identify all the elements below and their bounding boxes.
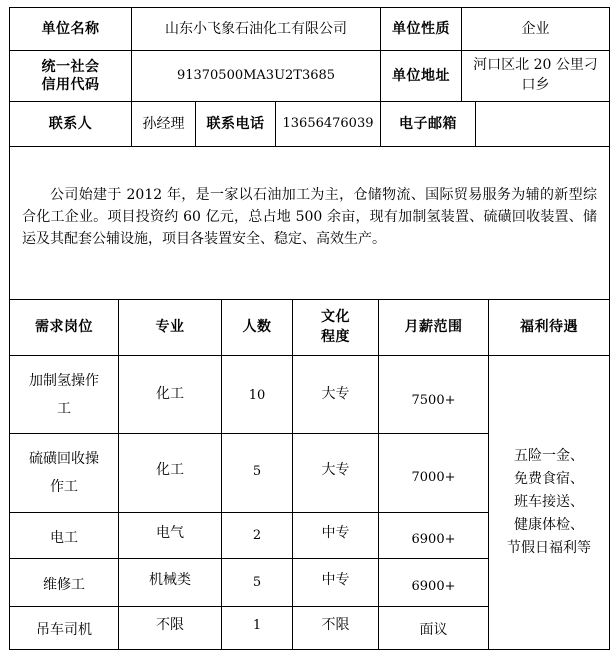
job-major: 化工 [156,386,184,402]
job-position: 维修工 [43,577,85,593]
job-count: 1 [252,618,262,634]
job-count: 5 [252,574,262,590]
company-nature-label: 单位性质 [392,20,450,37]
job-position [10,356,118,433]
job-education: 大专 [321,386,350,402]
job-position: 电工 [50,530,78,546]
job-education: 不限 [321,616,350,633]
header-education-line2: 程度 [321,328,350,345]
credit-code-label-line1: 统一社会 [41,58,100,75]
company-name: 山东小飞象石油化工有限公司 [165,20,347,37]
benefit-line: 节假日福利等 [507,540,591,556]
header-major: 专业 [155,319,185,335]
contact-label: 联系人 [48,115,93,132]
benefit-line: 健康体检、 [514,517,584,533]
job-major: 机械类 [149,572,191,588]
address-line1: 河口区北 20 公里刁 [473,57,598,74]
phone-number: 13656476039 [282,116,374,132]
job-major: 不限 [156,616,184,633]
benefit-line: 五险一金、 [514,448,584,464]
header-position: 需求岗位 [35,319,93,335]
job-position-line1: 硫磺回收操 [29,451,99,467]
email-label: 电子邮箱 [399,115,457,132]
company-nature: 企业 [521,20,550,37]
job-salary: 面议 [419,621,448,638]
job-position: 吊车司机 [36,621,92,638]
benefit-line: 班车接送、 [514,494,584,510]
benefit-line: 免费食宿、 [514,471,584,487]
company-intro: 公司始建于 2012 年，是一家以石油加工为主，仓储物流、国际贸易服务为辅的新型综合化工企业。项目投资约 60 亿元，总占地 500 余亩，现有加制氢装置、硫磺回收装置、储运及其配套公辅设施，项目各装置安全、稳定、高效生产。 [22,187,597,247]
job-position-line2: 工 [57,400,71,417]
job-count: 10 [248,388,266,403]
job-education: 大专 [321,462,350,478]
job-count: 5 [252,464,262,479]
job-position-line2: 作工 [50,479,78,495]
job-salary: 6900+ [411,531,456,547]
address [462,51,609,101]
job-major: 电气 [156,525,184,541]
job-salary: 7500+ [411,393,456,408]
header-education-line1: 文化 [321,308,350,325]
job-position [10,434,118,512]
header-salary: 月薪范围 [404,319,463,335]
credit-code-label [10,51,131,101]
job-count: 2 [252,527,262,543]
address-label: 单位地址 [392,67,450,84]
header-count: 人数 [242,319,272,335]
credit-code: 91370500MA3U2T3685 [176,68,336,84]
benefits-cell [489,356,609,649]
job-position-line1: 加制氢操作 [29,372,99,389]
header-education [293,300,378,355]
header-benefits: 福利待遇 [520,319,578,335]
job-major: 化工 [156,462,184,478]
address-line2: 口乡 [521,77,550,93]
job-salary: 6900+ [411,578,456,594]
job-education: 中专 [321,525,350,541]
phone-label: 联系电话 [206,115,265,132]
company-name-label: 单位名称 [41,20,100,37]
email-value [476,102,609,146]
job-salary: 7000+ [411,470,456,485]
contact-person: 孙经理 [142,115,185,132]
job-education: 中专 [321,572,350,588]
credit-code-label-line2: 信用代码 [41,77,100,93]
